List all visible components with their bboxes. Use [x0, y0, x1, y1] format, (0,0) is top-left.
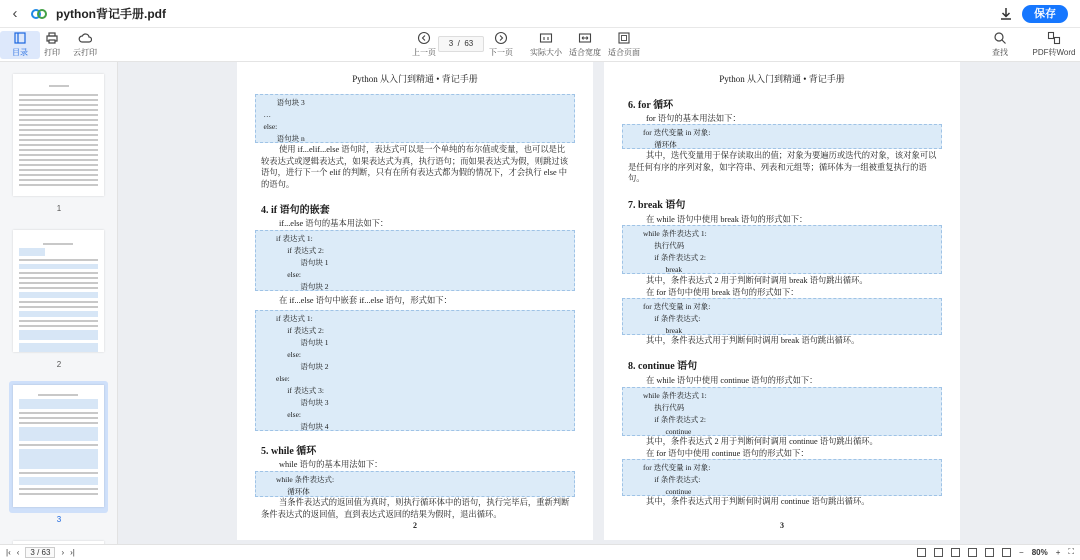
- paragraph: 在 while 语句中使用 continue 语句的形式如下：: [646, 376, 818, 385]
- code-block: if 表达式 1: if 表达式 2: 语句块 1 else: 语句块 2 else: if 表达式 3: 语句块 3 else: 语句块 4: [255, 310, 575, 431]
- single-page-view-icon[interactable]: [917, 548, 926, 557]
- paragraph: 在 for 语句中使用 continue 语句的形式如下：: [646, 449, 809, 458]
- prev-page-label: 上一页: [412, 48, 436, 57]
- section-heading: 8. continue 语句: [628, 361, 698, 372]
- cloud-icon: [78, 31, 92, 45]
- convert-icon: [1047, 31, 1061, 45]
- fit-page-button[interactable]: [604, 31, 644, 58]
- continuous-view-icon[interactable]: [934, 548, 943, 557]
- title-bar: [0, 0, 1080, 28]
- section-heading: 5. while 循环: [261, 446, 317, 457]
- code-block: for 迭代变量 in 对象: if 条件表达式: continue: [622, 459, 942, 496]
- fit-page-icon: [617, 31, 631, 45]
- code-block: while 条件表达式 1: 执行代码 if 条件表达式 2: break: [622, 225, 942, 274]
- page-number: 2: [413, 521, 417, 530]
- code-block: if 表达式 1: if 表达式 2: 语句块 1 else: 语句块 2: [255, 230, 575, 291]
- toc-label: 目录: [12, 48, 28, 57]
- page-header: Python 从入门到精通 • 背记手册: [719, 74, 845, 84]
- prev-page-icon[interactable]: ‹: [16, 548, 20, 557]
- pdf-page-3: [604, 62, 960, 540]
- paragraph: 其中，迭代变量用于保存读取出的值；对象为要遍历或迭代的对象，该对象可以是任何有序的序列对象，如字符串、列表和元组等；循环体为一组被重复执行的语句。: [628, 151, 937, 183]
- paragraph: 其中，条件表达式用于判断何时调用 break 语句跳出循环。: [646, 336, 860, 345]
- paragraph: 其中，条件表达式 2 用于判断何时调用 break 语句跳出循环。: [646, 276, 868, 285]
- fit-page-label: 适合页面: [608, 48, 640, 57]
- book-view-icon[interactable]: [985, 548, 994, 557]
- search-icon: [993, 31, 1007, 45]
- next-page-label: 下一页: [489, 48, 513, 57]
- paragraph: for 语句的基本用法如下：: [646, 114, 741, 123]
- section-heading: 6. for 循环: [628, 100, 674, 111]
- zoom-in-icon[interactable]: +: [1055, 547, 1061, 557]
- fit-width-icon: [578, 31, 592, 45]
- thumbnail-view-icon[interactable]: [1002, 548, 1011, 557]
- find-button[interactable]: [980, 31, 1020, 58]
- pdf-page-2: [237, 62, 593, 540]
- total-pages: 63: [464, 39, 474, 48]
- current-page: 3: [448, 39, 454, 48]
- back-icon[interactable]: ‹: [12, 5, 18, 22]
- page-number: 3: [780, 521, 784, 530]
- paragraph: 在 if...else 语句中嵌套 if...else 语句，形式如下：: [279, 296, 452, 305]
- actual-size-button[interactable]: [526, 31, 566, 58]
- status-page-indicator[interactable]: 3 / 63: [25, 547, 55, 558]
- reading-mode-icon[interactable]: [968, 548, 977, 557]
- cloud-print-label: 云打印: [73, 48, 97, 57]
- app-logo-icon: [30, 5, 48, 23]
- toolbar: [0, 28, 1080, 62]
- thumbnail-label-2: 2: [56, 360, 62, 369]
- paragraph: 其中，条件表达式用于判断何时调用 continue 语句跳出循环。: [646, 497, 870, 506]
- code-block: for 迭代变量 in 对象: if 条件表达式: break: [622, 298, 942, 335]
- code-block: for 迭代变量 in 对象: 循环体: [622, 124, 942, 149]
- fullscreen-icon[interactable]: ⛶: [1068, 547, 1074, 556]
- section-heading: 4. if 语句的嵌套: [261, 205, 330, 216]
- last-page-icon[interactable]: ›|: [70, 548, 75, 557]
- toc-icon: [13, 31, 27, 45]
- actual-size-label: 实际大小: [530, 48, 562, 57]
- thumbnail-label-3: 3: [56, 515, 62, 524]
- page-header: Python 从入门到精通 • 背记手册: [352, 74, 478, 84]
- code-block: 语句块 3 … else: 语句块 n: [255, 94, 575, 143]
- paragraph: 当条件表达式的返回值为真时，则执行循环体中的语句，执行完毕后，重新判断条件表达式的返回值，直到表达式返回的结果为假时，退出循环。: [261, 498, 570, 519]
- print-label: 打印: [44, 48, 60, 57]
- thumbnail-sidebar: [0, 62, 118, 544]
- save-button[interactable]: 保存: [1022, 5, 1068, 23]
- cloud-print-button[interactable]: [65, 31, 105, 58]
- paragraph: 使用 if...elif...else 语句时，表达式可以是一个单纯的布尔值或变量，也可以是比较表达式或逻辑表达式，如果表达式为真，执行语句；而如果表达式为假，则跳过该语句，进行下一个 elif 的判断，只有在所有表达式都为假的情况下，才会执行 else 中的语句。: [261, 145, 568, 189]
- first-page-icon[interactable]: |‹: [6, 548, 11, 557]
- next-page-button[interactable]: [481, 31, 521, 58]
- zoom-level[interactable]: 80%: [1031, 547, 1048, 557]
- paragraph: 在 while 语句中使用 break 语句的形式如下：: [646, 215, 808, 224]
- code-block: while 条件表达式: 循环体: [255, 471, 575, 497]
- code-block: while 条件表达式 1: 执行代码 if 条件表达式 2: continue: [622, 387, 942, 436]
- paragraph: while 语句的基本用法如下：: [279, 460, 383, 469]
- page-thumbnail-3[interactable]: [13, 385, 104, 507]
- two-page-view-icon[interactable]: [951, 548, 960, 557]
- section-heading: 7. break 语句: [628, 200, 686, 211]
- actual-size-icon: [539, 31, 553, 45]
- find-label: 查找: [992, 48, 1008, 57]
- page-thumbnail-1[interactable]: [13, 74, 104, 196]
- zoom-out-icon[interactable]: −: [1019, 547, 1024, 557]
- download-icon[interactable]: [998, 6, 1014, 22]
- fit-width-button[interactable]: [565, 31, 605, 58]
- fit-width-label: 适合宽度: [569, 48, 601, 57]
- paragraph: if...else 语句的基本用法如下：: [279, 219, 389, 228]
- paragraph: 其中，条件表达式 2 用于判断何时调用 continue 语句跳出循环。: [646, 437, 878, 446]
- pdf-to-word-label: PDF转Word: [1032, 48, 1076, 57]
- paragraph: 在 for 语句中使用 break 语句的形式如下：: [646, 288, 799, 297]
- page-thumbnail-2[interactable]: [13, 230, 104, 352]
- status-bar: [0, 544, 1080, 560]
- thumbnail-label-1: 1: [56, 204, 62, 213]
- chevron-left-icon: [417, 31, 431, 45]
- pdf-to-word-button[interactable]: [1034, 31, 1074, 58]
- document-title: python背记手册.pdf: [56, 7, 166, 21]
- next-page-icon[interactable]: ›: [61, 548, 65, 557]
- chevron-right-icon: [494, 31, 508, 45]
- page-number-input[interactable]: 3 / 63: [438, 36, 484, 52]
- printer-icon: [45, 31, 59, 45]
